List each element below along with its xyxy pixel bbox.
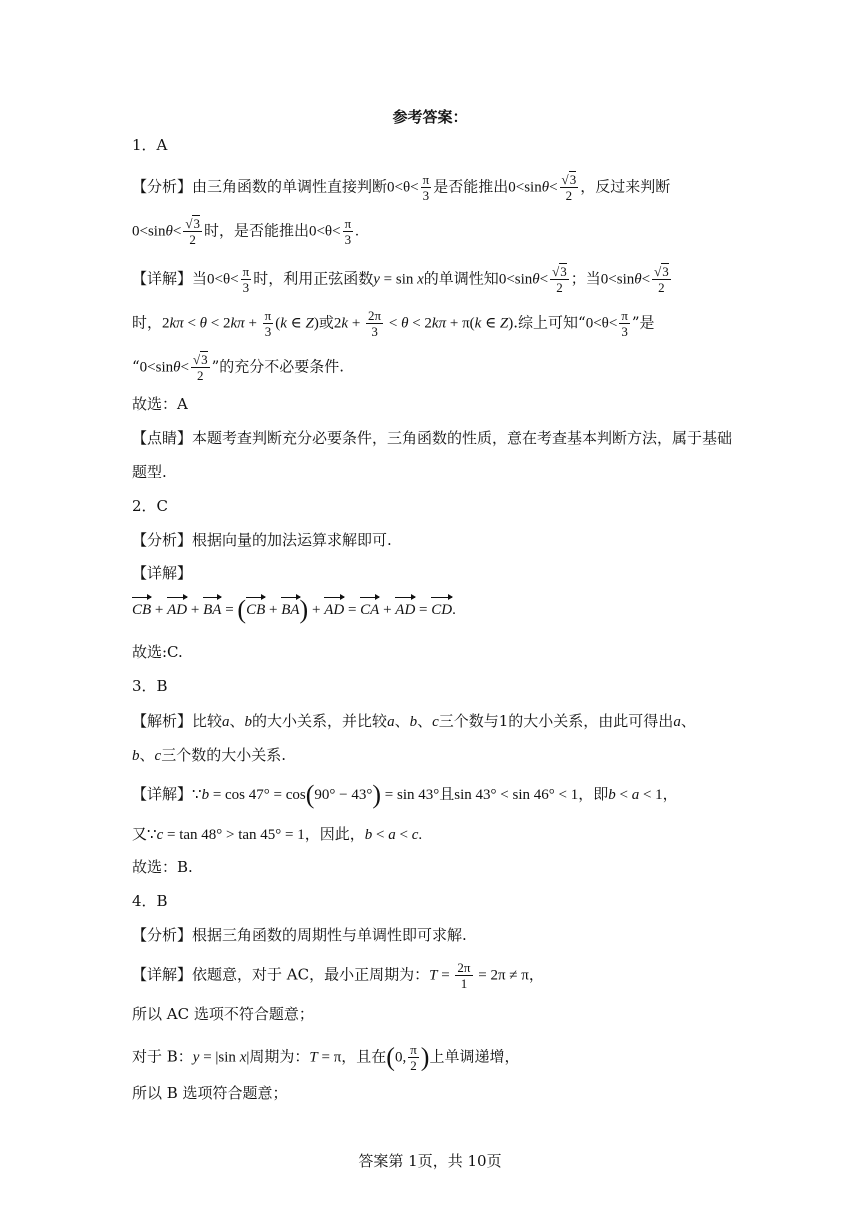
q1-comment-line-1: 【点睛】本题考查判断充分必要条件，三角函数的性质，意在考查基本判断方法，属于基础 — [132, 429, 733, 447]
q4-b-conclusion: 所以 B 选项符合题意； — [132, 1084, 288, 1102]
q1-analysis-line-1: 【分析】由三角函数的单调性直接判断0<θ< $\frac{\pi}{3}$ 是否能推出0<sinθ< $\frac{√3}{2}$ ，反过来判断 — [132, 172, 671, 203]
q4-detail-line-1: 【详解】依题意，对于 AC，最小正周期为：T = $\frac{2\pi}{1}$ = 2π ≠ π， — [132, 960, 544, 991]
q4-label: 4．B — [132, 892, 168, 910]
q3-analysis-line-2: b、c三个数的大小关系. — [132, 746, 286, 764]
q4-ac-conclusion: 所以 AC 选项不符合题意； — [132, 1005, 314, 1023]
q2-analysis: 【分析】根据向量的加法运算求解即可. — [132, 531, 392, 549]
page-title: 参考答案： — [392, 108, 468, 126]
page-footer: 答案第 1页，共 10页 — [358, 1152, 502, 1170]
q1-answer: 故选：A — [132, 395, 188, 413]
q1-detail-line-1: 【详解】当0<θ< $\frac{\pi}{3}$ 时，利用正弦函数y = sin x的单调性知0<sinθ< $\frac{√3}{2}$ ；当0<sinθ< $\frac{√3}{2}$ — [132, 264, 669, 295]
q3-label: 3．B — [132, 677, 168, 695]
q2-label: 2．C — [132, 497, 169, 515]
q1-label: 1．A — [132, 136, 168, 154]
q2-answer: 故选:C. — [132, 643, 183, 661]
q3-answer: 故选：B. — [132, 858, 193, 876]
q1-detail-line-2: 时，2kπ < θ < 2kπ + $\frac{\pi}{3}$ (k ∈ Z)或2k + $\frac{2\pi}{3}$ < θ < 2kπ + π(k ∈ Z).综上可知“0<θ< $\frac{\pi}{3}$ ”是 — [132, 308, 655, 339]
q2-vector-equation: CB + AD + BA = (CB + BA) + AD = CA + AD = CD. — [132, 595, 456, 624]
q1-comment-line-2: 题型. — [132, 463, 167, 481]
q4-analysis: 【分析】根据三角函数的周期性与单调性即可求解. — [132, 926, 467, 944]
q3-detail-line-2: 又∵c = tan 48° > tan 45° = 1，因此，b < a < c. — [132, 825, 423, 843]
q1-detail-line-3: “0<sinθ< $\frac{√3}{2}$ ”的充分不必要条件. — [132, 352, 345, 383]
q4-option-b: 对于 B：y = |sin x|周期为：T = π，且在(0, $\frac{\pi}{2}$ )上单调递增， — [132, 1042, 520, 1073]
q1-analysis-line-2: 0<sinθ< $\frac{√3}{2}$ 时，是否能推出0<θ< $\frac{\pi}{3}$ . — [132, 216, 359, 247]
q3-detail-line-1: 【详解】∵b = cos 47° = cos(90° − 43°) = sin 43°且sin 43° < sin 46° < 1，即b < a < 1， — [132, 780, 678, 809]
q2-detail-tag: 【详解】 — [132, 564, 193, 582]
q3-analysis-line-1: 【解析】比较a、b的大小关系，并比较a、b、c三个数与1的大小关系，由此可得出a、 — [132, 712, 696, 730]
